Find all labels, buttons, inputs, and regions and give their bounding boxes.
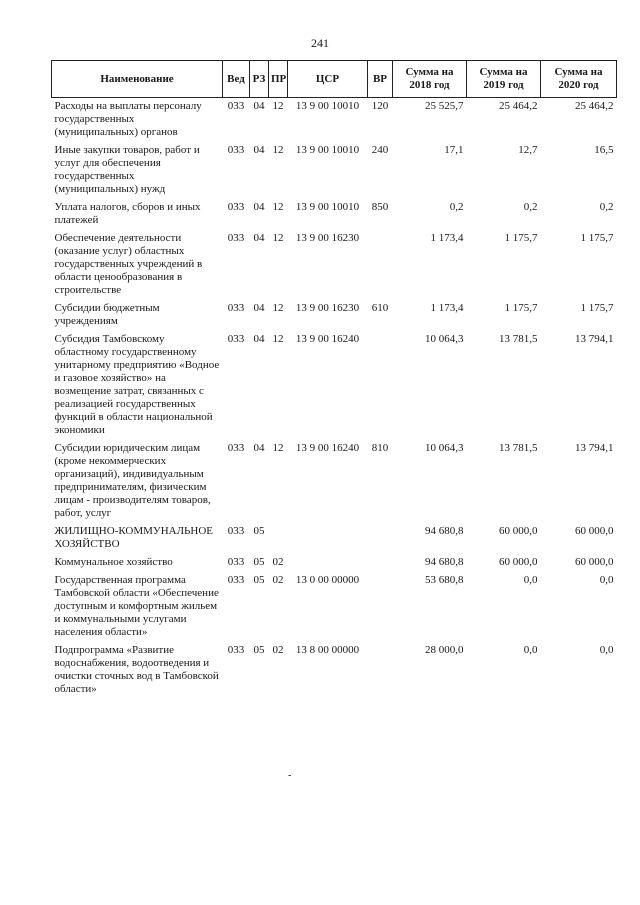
- row-name: Подпрограмма «Развитие водоснабжения, водоотведения и очистки сточных вод в Тамбовской области»: [54, 644, 219, 695]
- header-ved: Вед: [223, 61, 250, 98]
- row-name: Субсидия Тамбовскому областному государственному унитарному предприятию «Водное и газовое хозяйство» на возмещение затрат, связанных с реализацией государственных функций в области национальной экономики: [54, 333, 220, 436]
- row-csr: 13 9 00 10010: [295, 144, 360, 156]
- row-ved: 033: [227, 644, 245, 656]
- row-pr: 12: [272, 302, 284, 314]
- row-sum-2019: 1 175,7: [504, 302, 538, 314]
- table-row: [52, 98, 617, 143]
- row-rz: 05: [253, 574, 265, 586]
- row-name: Коммунальное хозяйство: [54, 556, 173, 568]
- table-row: [52, 572, 617, 642]
- row-sum-2018: 10 064,3: [425, 333, 464, 345]
- row-vr: [368, 572, 393, 642]
- row-name: Субсидии бюджетным учреждениям: [54, 302, 160, 327]
- row-ved: 033: [227, 201, 245, 213]
- table-row: [52, 554, 617, 572]
- row-sum-2018: 1 173,4: [430, 302, 464, 314]
- table-row: [52, 642, 617, 699]
- row-rz: 05: [253, 644, 265, 656]
- row-name: Государственная программа Тамбовской области «Обеспечение доступным и комфортным жильем и коммунальными услугами населения области»: [54, 574, 219, 638]
- row-sum-2018: 94 680,8: [425, 525, 464, 537]
- row-sum-2019: 13 781,5: [499, 333, 538, 345]
- table-row: [52, 300, 617, 331]
- row-ved: 033: [227, 525, 245, 537]
- row-ved: 033: [227, 100, 245, 112]
- row-csr: 13 9 00 16240: [295, 333, 360, 345]
- row-sum-2020: 0,2: [599, 201, 614, 213]
- row-csr: 13 9 00 16240: [295, 442, 360, 454]
- table-row: [52, 523, 617, 554]
- row-csr: 13 8 00 00000: [295, 644, 360, 656]
- row-ved: 033: [227, 442, 245, 454]
- row-rz: 04: [253, 232, 265, 244]
- row-name: Субсидии юридическим лицам (кроме некоммерческих организаций), индивидуальным предпринимателям, физическим лицам - производителям товаров, работ, услуг: [54, 442, 211, 519]
- row-name: Уплата налогов, сборов и иных платежей: [54, 201, 201, 226]
- row-sum-2018: 0,2: [449, 201, 464, 213]
- row-sum-2019: 0,2: [523, 201, 538, 213]
- row-sum-2020: 1 175,7: [580, 302, 614, 314]
- table-row: [52, 199, 617, 230]
- row-pr: 12: [272, 201, 284, 213]
- row-ved: 033: [227, 144, 245, 156]
- row-ved: 033: [227, 232, 245, 244]
- row-ved: 033: [227, 333, 245, 345]
- row-sum-2020: 60 000,0: [575, 556, 614, 568]
- row-sum-2019: 60 000,0: [499, 525, 538, 537]
- row-csr: 13 9 00 16230: [295, 232, 360, 244]
- row-vr: [368, 331, 393, 440]
- row-name: Иные закупки товаров, работ и услуг для обеспечения государственных (муниципальных) нужд: [54, 144, 200, 195]
- row-pr: 02: [272, 574, 284, 586]
- table-header: [52, 61, 617, 98]
- row-sum-2018: 1 173,4: [430, 232, 464, 244]
- table-row: [52, 230, 617, 300]
- row-sum-2018: 25 525,7: [425, 100, 464, 112]
- row-vr: [368, 230, 393, 300]
- row-sum-2020: 16,5: [594, 144, 614, 156]
- row-pr: 02: [272, 644, 284, 656]
- row-sum-2019: 0,0: [523, 644, 538, 656]
- row-rz: 04: [253, 333, 265, 345]
- row-csr: 13 9 00 16230: [295, 302, 360, 314]
- row-sum-2018: 28 000,0: [425, 644, 464, 656]
- header-name: Наименование: [52, 61, 223, 98]
- row-sum-2018: 10 064,3: [425, 442, 464, 454]
- row-name: Обеспечение деятельности (оказание услуг) областных государственных учреждений в области ценообразования в строительстве: [54, 232, 203, 296]
- row-rz: 04: [253, 442, 265, 454]
- row-vr: 850: [371, 201, 389, 213]
- header-vr: ВР: [368, 61, 393, 98]
- row-vr: [368, 554, 393, 572]
- header-sum-2020: Сумма на 2020 год: [541, 61, 617, 98]
- header-pr: ПР: [269, 61, 288, 98]
- row-pr: [269, 523, 288, 554]
- header-sum-2019: Сумма на 2019 год: [467, 61, 541, 98]
- row-sum-2018: 94 680,8: [425, 556, 464, 568]
- header-csr: ЦСР: [288, 61, 368, 98]
- row-vr: [368, 642, 393, 699]
- row-csr: [288, 523, 368, 554]
- row-ved: 033: [227, 556, 245, 568]
- page-number: 241: [311, 36, 329, 50]
- row-sum-2020: 1 175,7: [580, 232, 614, 244]
- footer-mark: -: [288, 770, 292, 781]
- row-rz: 05: [253, 556, 265, 568]
- row-pr: 02: [272, 556, 284, 568]
- row-sum-2019: 1 175,7: [504, 232, 538, 244]
- header-rz: РЗ: [250, 61, 269, 98]
- row-rz: 04: [253, 201, 265, 213]
- row-name: ЖИЛИЩНО-КОММУНАЛЬНОЕ ХОЗЯЙСТВО: [54, 525, 213, 550]
- table-row: [52, 331, 617, 440]
- row-csr: 13 9 00 10010: [295, 201, 360, 213]
- row-name: Расходы на выплаты персоналу государственных (муниципальных) органов: [54, 100, 202, 138]
- row-csr: 13 9 00 10010: [295, 100, 360, 112]
- table-body: [52, 98, 617, 700]
- row-rz: 04: [253, 144, 265, 156]
- row-sum-2020: 0,0: [599, 574, 614, 586]
- row-vr: [368, 523, 393, 554]
- row-vr: 810: [371, 442, 389, 454]
- row-rz: 04: [253, 100, 265, 112]
- budget-table: [51, 60, 617, 699]
- row-csr: 13 0 00 00000: [295, 574, 360, 586]
- row-sum-2018: 53 680,8: [425, 574, 464, 586]
- row-rz: 05: [253, 525, 265, 537]
- row-sum-2020: 25 464,2: [575, 100, 614, 112]
- row-pr: 12: [272, 333, 284, 345]
- row-sum-2020: 13 794,1: [575, 333, 614, 345]
- table-row: [52, 440, 617, 523]
- row-rz: 04: [253, 302, 265, 314]
- header-sum-2018: Сумма на 2018 год: [393, 61, 467, 98]
- row-ved: 033: [227, 302, 245, 314]
- row-pr: 12: [272, 232, 284, 244]
- table-row: [52, 142, 617, 199]
- row-sum-2020: 0,0: [599, 644, 614, 656]
- row-vr: 610: [371, 302, 389, 314]
- row-ved: 033: [227, 574, 245, 586]
- row-sum-2019: 25 464,2: [499, 100, 538, 112]
- row-sum-2019: 13 781,5: [499, 442, 538, 454]
- row-csr: [288, 554, 368, 572]
- row-pr: 12: [272, 100, 284, 112]
- row-vr: 240: [371, 144, 389, 156]
- row-sum-2019: 12,7: [518, 144, 538, 156]
- row-sum-2019: 60 000,0: [499, 556, 538, 568]
- row-sum-2020: 60 000,0: [575, 525, 614, 537]
- row-sum-2019: 0,0: [523, 574, 538, 586]
- row-pr: 12: [272, 442, 284, 454]
- row-sum-2020: 13 794,1: [575, 442, 614, 454]
- row-pr: 12: [272, 144, 284, 156]
- row-vr: 120: [371, 100, 389, 112]
- row-sum-2018: 17,1: [444, 144, 464, 156]
